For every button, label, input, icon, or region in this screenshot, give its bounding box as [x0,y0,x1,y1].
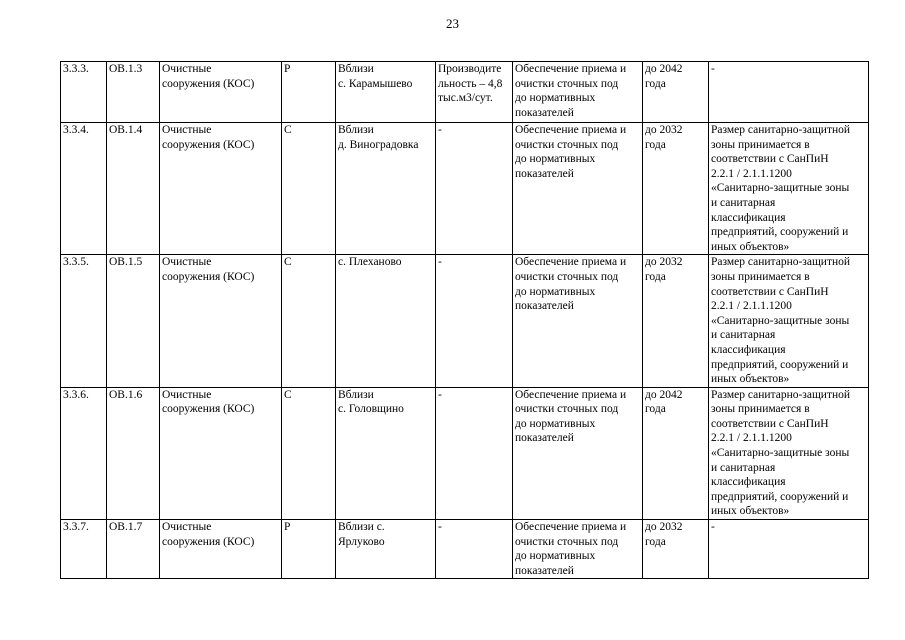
cell-term: до 2032 года [643,123,709,255]
cell-code: ОВ.1.5 [107,255,160,387]
cell-capacity: - [436,387,513,519]
cell-code: ОВ.1.4 [107,123,160,255]
cell-zone: Размер санитарно-защитной зоны принимается в соответствии с СанПиН 2.2.1 / 2.1.1.1200 «Санитарно-защитные зоны и санитарная классификация предприятий, сооружений и иных объектов» [709,387,869,519]
cell-zone: Размер санитарно-защитной зоны принимается в соответствии с СанПиН 2.2.1 / 2.1.1.1200 «Санитарно-защитные зоны и санитарная классификация предприятий, сооружений и иных объектов» [709,255,869,387]
cell-capacity: - [436,255,513,387]
cell-purpose: Обеспечение приема и очистки сточных под до нормативных показателей [513,123,643,255]
cell-term: до 2032 года [643,520,709,579]
cell-zone: - [709,62,869,123]
cell-capacity: - [436,123,513,255]
table-row [61,520,869,579]
table-row [61,255,869,387]
cell-purpose: Обеспечение приема и очистки сточных под до нормативных показателей [513,387,643,519]
cell-term: до 2042 года [643,62,709,123]
cell-status: С [282,387,336,519]
table-row [61,387,869,519]
cell-location: Вблизи с. Ярлуково [336,520,436,579]
cell-purpose: Обеспечение приема и очистки сточных под до нормативных показателей [513,62,643,123]
cell-name: Очистные сооружения (КОС) [160,123,282,255]
cell-capacity: Производите льность – 4,8 тыс.м3/сут. [436,62,513,123]
cell-number: 3.3.5. [61,255,107,387]
cell-number: 3.3.7. [61,520,107,579]
cell-status: С [282,123,336,255]
cell-zone: - [709,520,869,579]
cell-name: Очистные сооружения (КОС) [160,387,282,519]
facilities-table [60,61,869,579]
cell-name: Очистные сооружения (КОС) [160,520,282,579]
cell-status: Р [282,520,336,579]
cell-term: до 2032 года [643,255,709,387]
cell-location: Вблизи д. Виноградовка [336,123,436,255]
cell-code: ОВ.1.7 [107,520,160,579]
cell-code: ОВ.1.6 [107,387,160,519]
cell-name: Очистные сооружения (КОС) [160,255,282,387]
table-row [61,123,869,255]
cell-zone: Размер санитарно-защитной зоны принимается в соответствии с СанПиН 2.2.1 / 2.1.1.1200 «Санитарно-защитные зоны и санитарная классификация предприятий, сооружений и иных объектов» [709,123,869,255]
cell-code: ОВ.1.3 [107,62,160,123]
cell-term: до 2042 года [643,387,709,519]
cell-location: Вблизи с. Головщино [336,387,436,519]
cell-number: 3.3.6. [61,387,107,519]
cell-number: 3.3.3. [61,62,107,123]
cell-location: Вблизи с. Карамышево [336,62,436,123]
cell-name: Очистные сооружения (КОС) [160,62,282,123]
table-row [61,62,869,123]
cell-capacity: - [436,520,513,579]
cell-purpose: Обеспечение приема и очистки сточных под до нормативных показателей [513,520,643,579]
page-number: 23 [446,16,459,31]
cell-location: с. Плеханово [336,255,436,387]
cell-status: Р [282,62,336,123]
cell-number: 3.3.4. [61,123,107,255]
cell-status: С [282,255,336,387]
cell-purpose: Обеспечение приема и очистки сточных под до нормативных показателей [513,255,643,387]
